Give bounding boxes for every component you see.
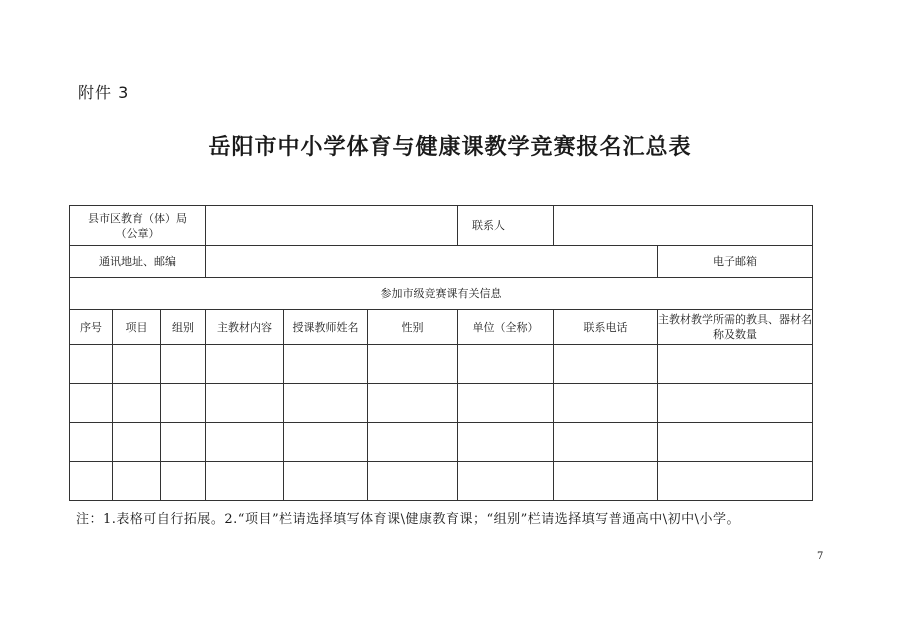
page-title: 岳阳市中小学体育与健康课教学竞赛报名汇总表	[208, 134, 692, 160]
table-row	[70, 384, 813, 423]
column-header: 主教材教学所需的教具、器材名称及数量	[658, 310, 813, 345]
attachment-label: 附件 3	[78, 83, 130, 102]
table-cell[interactable]	[458, 384, 554, 423]
table-cell[interactable]	[161, 423, 206, 462]
table-cell[interactable]	[113, 423, 161, 462]
table-cell[interactable]	[70, 423, 113, 462]
table-cell[interactable]	[368, 384, 458, 423]
column-header: 性别	[368, 310, 458, 345]
column-header: 单位（全称）	[458, 310, 554, 345]
table-cell[interactable]	[161, 345, 206, 384]
county-bureau-label-line1: 县市区教育（体）局	[88, 211, 187, 225]
column-header-row	[70, 310, 813, 345]
footnote: 注：1.表格可自行拓展。2.“项目”栏请选择填写体育课\健康教育课；“组别”栏请选择填写普通高中\初中\小学。	[76, 512, 741, 527]
column-header: 联系电话	[554, 310, 658, 345]
address-field[interactable]	[206, 246, 658, 278]
county-bureau-label-line2: （公章）	[115, 226, 160, 240]
column-header: 授课教师姓名	[284, 310, 368, 345]
column-header: 主教材内容	[206, 310, 284, 345]
column-header: 序号	[70, 310, 113, 345]
table-cell[interactable]	[284, 345, 368, 384]
contact-person-label: 联系人	[458, 206, 554, 246]
table-row	[70, 462, 813, 501]
column-header: 项目	[113, 310, 161, 345]
table-cell[interactable]	[658, 462, 813, 501]
table-cell[interactable]	[70, 462, 113, 501]
table-cell[interactable]	[284, 384, 368, 423]
table-cell[interactable]	[368, 462, 458, 501]
table-cell[interactable]	[554, 423, 658, 462]
table-row	[70, 423, 813, 462]
table-cell[interactable]	[206, 423, 284, 462]
county-bureau-label	[70, 206, 206, 246]
page-number: 7	[817, 551, 824, 562]
table-cell[interactable]	[554, 462, 658, 501]
table-cell[interactable]	[161, 384, 206, 423]
table-cell[interactable]	[658, 345, 813, 384]
table-cell[interactable]	[458, 423, 554, 462]
table-cell[interactable]	[368, 423, 458, 462]
table-cell[interactable]	[458, 462, 554, 501]
table-cell[interactable]	[161, 462, 206, 501]
table-cell[interactable]	[284, 423, 368, 462]
table-cell[interactable]	[284, 462, 368, 501]
table-cell[interactable]	[658, 384, 813, 423]
contact-person-field[interactable]	[554, 206, 813, 246]
section-header: 参加市级竞赛课有关信息	[70, 278, 813, 310]
table-cell[interactable]	[113, 384, 161, 423]
table-cell[interactable]	[554, 345, 658, 384]
column-header: 组别	[161, 310, 206, 345]
table-cell[interactable]	[658, 423, 813, 462]
table-cell[interactable]	[206, 384, 284, 423]
table-cell[interactable]	[368, 345, 458, 384]
address-label: 通讯地址、邮编	[70, 246, 206, 278]
table-cell[interactable]	[206, 345, 284, 384]
county-bureau-field[interactable]	[206, 206, 458, 246]
table-cell[interactable]	[70, 345, 113, 384]
registration-form-table	[69, 205, 813, 501]
table-cell[interactable]	[458, 345, 554, 384]
table-row	[70, 345, 813, 384]
table-cell[interactable]	[113, 345, 161, 384]
table-cell[interactable]	[206, 462, 284, 501]
email-label: 电子邮箱	[658, 246, 813, 278]
table-cell[interactable]	[70, 384, 113, 423]
table-cell[interactable]	[113, 462, 161, 501]
table-cell[interactable]	[554, 384, 658, 423]
